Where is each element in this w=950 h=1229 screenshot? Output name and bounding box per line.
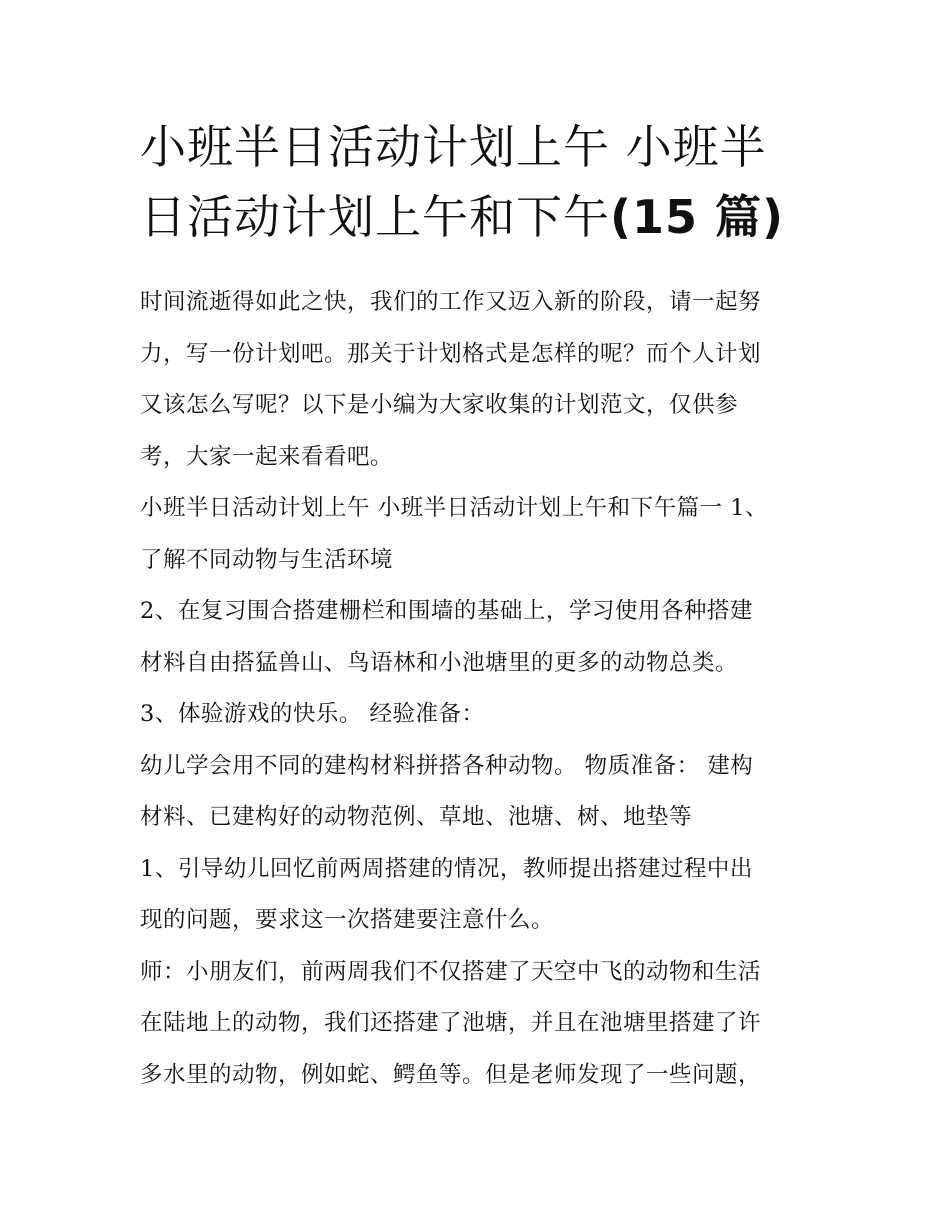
text-line: 了解不同动物与生活环境 [140,546,394,573]
title-line-2-text: 日活动计划上午和下午 [140,190,610,244]
paragraph-teacher [140,947,820,1102]
text-line: 师：小朋友们，前两周我们不仅搭建了天空中飞的动物和生活 [140,958,762,985]
text-line: 时间流逝得如此之快，我们的工作又迈入新的阶段，请一起努 [140,289,762,315]
paragraph-intro [140,277,820,483]
title-count: (15 篇) [610,190,785,244]
document-title [140,112,820,252]
text-line: 1、引导幼儿回忆前两周搭建的情况，教师提出搭建过程中出 [140,855,753,882]
text-line: 又该怎么写呢？以下是小编为大家收集的计划范文，仅供参 [140,392,739,418]
paragraph-step-1 [140,844,820,947]
text-line: 幼儿学会用不同的建构材料拼搭各种动物。 物质准备： 建构 [140,752,754,779]
text-line: 2、在复习围合搭建栅栏和围墙的基础上，学习使用各种搭建 [140,598,753,624]
text-line: 材料自由搭猛兽山、鸟语林和小池塘里的更多的动物总类。 [140,649,739,676]
paragraph-section-1 [140,483,820,586]
paragraph-preparation [140,741,820,844]
text-line: 力，写一份计划吧。那关于计划格式是怎样的呢？而个人计划 [140,340,762,367]
text-line: 多水里的动物，例如蛇、鳄鱼等。但是老师发现了一些问题， [140,1061,762,1088]
document-body [140,277,820,1101]
paragraph-item-2 [140,586,820,689]
title-line-1: 小班半日活动计划上午 小班半 [140,120,767,174]
text-line: 3、体验游戏的快乐。 经验准备： [140,701,485,727]
text-line: 考，大家一起来看看吧。 [140,443,394,470]
text-line: 小班半日活动计划上午 小班半日活动计划上午和下午篇一 1、 [140,495,769,521]
text-line: 现的问题，要求这一次搭建要注意什么。 [140,907,555,933]
text-line: 在陆地上的动物，我们还搭建了池塘，并且在池塘里搭建了许 [140,1010,762,1036]
text-line: 材料、已建构好的动物范例、草地、池塘、树、地垫等 [140,804,693,830]
paragraph-item-3 [140,689,820,741]
title-line-2 [140,182,820,252]
